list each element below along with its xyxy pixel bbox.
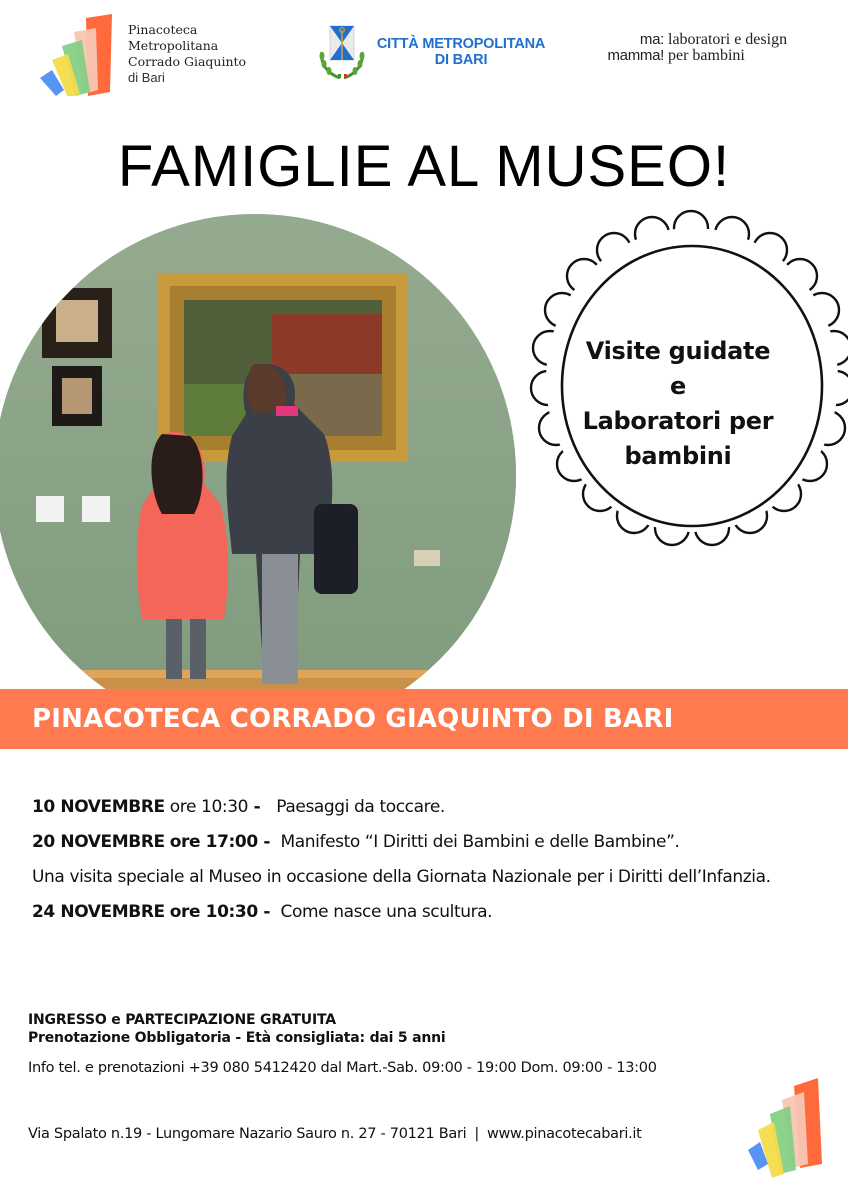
footer-address <box>28 1124 642 1144</box>
pinacoteca-line1: Pinacoteca <box>128 22 198 37</box>
mamma-key-2: mamma! <box>607 47 664 64</box>
address-separator: | <box>474 1126 479 1142</box>
city-line1: CITTÀ METROPOLITANA <box>376 36 546 52</box>
mamma-value-1: laboratori e design <box>668 31 788 48</box>
schedule-title: Come nasce una scultura. <box>280 902 493 922</box>
schedule-item <box>32 790 832 825</box>
schedule-item <box>32 895 832 930</box>
booking-info: Prenotazione Obbligatoria - Età consigliata: dai 5 anni <box>28 1030 446 1046</box>
photo-illustration <box>0 214 516 736</box>
mamma-logo <box>604 32 787 64</box>
page-title: FAMIGLIE AL MUSEO! <box>117 134 731 199</box>
website-link[interactable]: www.pinacotecabari.it <box>486 1126 642 1142</box>
entry-info: INGRESSO e PARTECIPAZIONE GRATUITA <box>28 1012 336 1028</box>
schedule-title: Manifesto “I Diritti dei Bambini e delle Bambine”. <box>280 832 680 852</box>
badge-line1: Visite guidate <box>585 337 771 365</box>
museum-photo <box>0 214 516 736</box>
event-schedule <box>32 790 832 930</box>
schedule-date: 10 NOVEMBRE <box>32 797 165 817</box>
city-logo-text <box>372 36 550 68</box>
city-line2: DI BARI <box>434 52 488 68</box>
city-crest-icon <box>316 22 368 80</box>
mamma-key-1: ma: <box>639 31 664 48</box>
schedule-item <box>32 825 832 860</box>
schedule-time: ore 10:30 <box>169 902 258 922</box>
mamma-value-2: per bambini <box>668 47 745 64</box>
schedule-sep: - <box>248 797 272 817</box>
badge-line4: bambini <box>624 442 732 470</box>
pinacoteca-logo-icon <box>38 14 118 96</box>
address-text: Via Spalato n.19 - Lungomare Nazario Sauro n. 27 - 70121 Bari <box>28 1126 467 1142</box>
schedule-date: 24 NOVEMBRE <box>32 902 165 922</box>
contact-info: Info tel. e prenotazioni +39 080 5412420 dal Mart.-Sab. 09:00 - 19:00 Dom. 09:00 - 13:00 <box>28 1060 657 1076</box>
schedule-title: Paesaggi da toccare. <box>276 797 445 817</box>
pinacoteca-logo-text <box>128 22 246 86</box>
venue-banner-text: PINACOTECA CORRADO GIAQUINTO DI BARI <box>32 704 674 734</box>
schedule-sep: - <box>257 902 276 922</box>
pinacoteca-line2: Metropolitana <box>128 38 219 53</box>
badge-line3: Laboratori per <box>582 407 774 435</box>
pinacoteca-line3: Corrado Giaquinto <box>128 54 247 69</box>
schedule-date: 20 NOVEMBRE <box>32 832 165 852</box>
pinacoteca-line4: di Bari <box>128 70 165 85</box>
badge-line2: e <box>670 372 686 400</box>
info-block <box>28 1011 828 1077</box>
schedule-time: ore 10:30 <box>169 797 249 817</box>
badge-text <box>548 334 808 474</box>
schedule-note: Una visita speciale al Museo in occasione della Giornata Nazionale per i Diritti dell’Infanzia. <box>32 867 771 887</box>
pinacoteca-footer-logo-icon <box>744 1078 826 1178</box>
schedule-sep: - <box>257 832 276 852</box>
schedule-time: ore 17:00 <box>169 832 258 852</box>
